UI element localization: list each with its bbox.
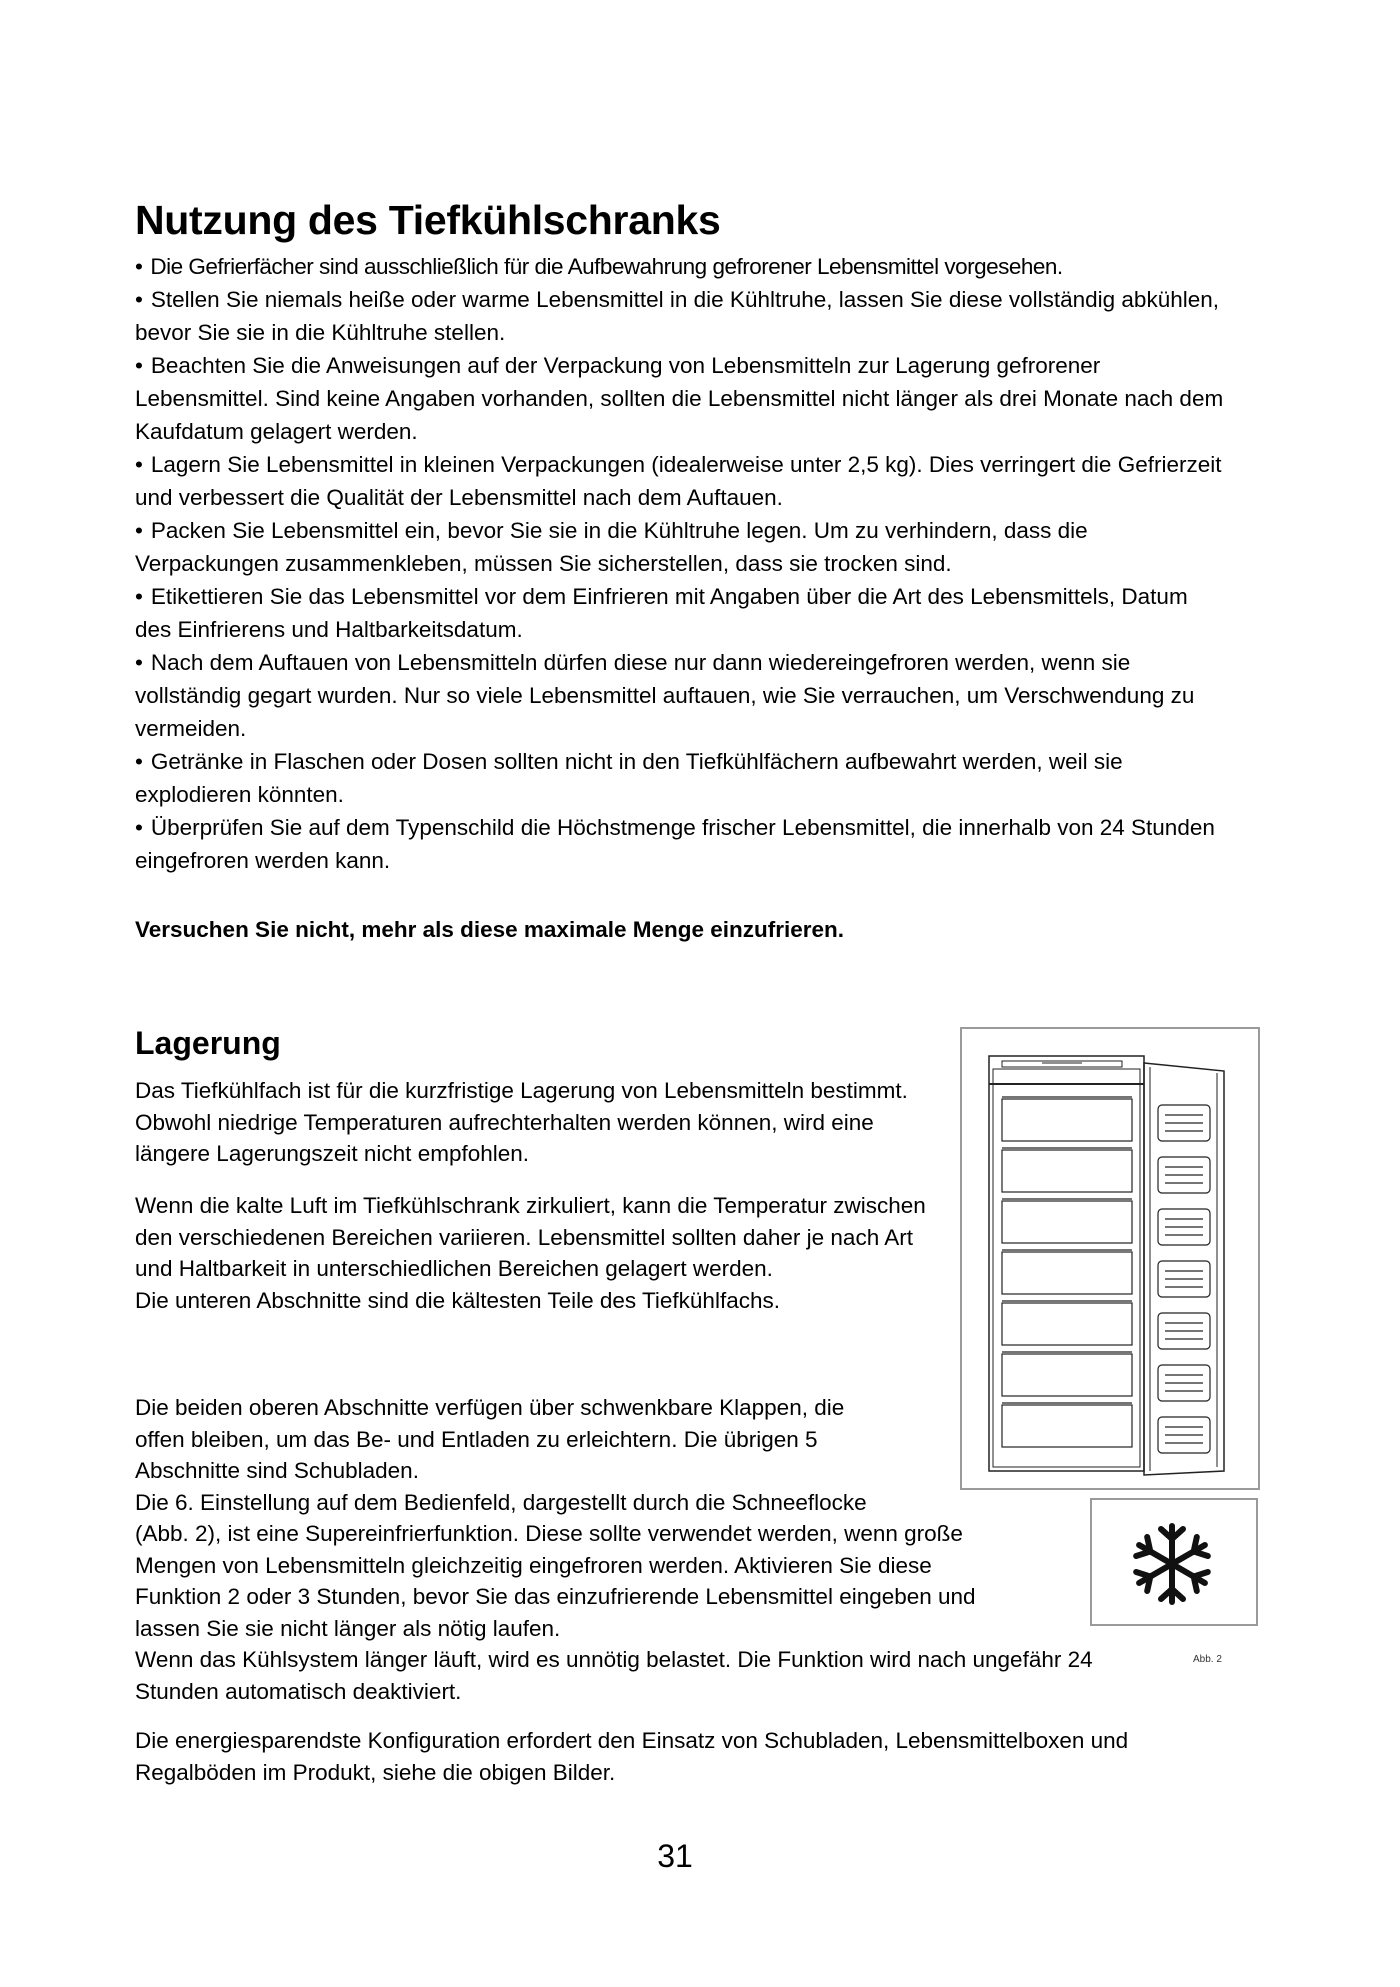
bullet-item: • Die Gefrierfächer sind ausschließlich für die Aufbewahrung gefrorener Lebensmittel vorgesehen. bbox=[135, 250, 1225, 283]
storage-paragraph-4: Die energiesparendste Konfiguration erfordert den Einsatz von Schubladen, Lebensmittelboxen und Regalböden im Produkt, siehe die obigen Bilder. bbox=[135, 1728, 1129, 1785]
bullet-item: • Überprüfen Sie auf dem Typenschild die Höchstmenge frischer Lebensmittel, die innerhalb von 24 Stunden eingefroren werden kann. bbox=[135, 811, 1225, 877]
freezer-drawing bbox=[962, 1029, 1262, 1492]
text-line: (Abb. 2), ist eine Supereinfrierfunktion. Diese sollte verwendet werden, wenn große bbox=[135, 1521, 963, 1546]
usage-bullet-list bbox=[135, 250, 1225, 877]
text-line: lassen Sie sie nicht länger als nötig laufen. bbox=[135, 1615, 561, 1641]
storage-paragraph-1: Das Tiefkühlfach ist für die kurzfristige Lagerung von Lebensmitteln bestimmt. Obwohl niedrige Temperaturen aufrechterhalten werden können, wird eine längere Lagerungszeit nicht empfohlen. bbox=[135, 1078, 908, 1166]
coldest-sections-text: Die unteren Abschnitte sind die kältesten Teile des Tiefkühlfachs. bbox=[135, 1287, 780, 1313]
text-line: Stunden automatisch deaktiviert. bbox=[135, 1678, 462, 1704]
text-line: offen bleiben, um das Be- und Entladen zu erleichtern. Die übrigen 5 bbox=[135, 1426, 818, 1452]
freezer-compartments bbox=[1002, 1097, 1132, 1447]
bullet-item: • Getränke in Flaschen oder Dosen sollten nicht in den Tiefkühlfächern aufbewahrt werden, weil sie explodieren könnten. bbox=[135, 745, 1225, 811]
door-bins bbox=[1158, 1105, 1210, 1453]
text-line: Wenn das Kühlsystem länger läuft, wird es unnötig belastet. Die Funktion wird nach ungefähr 24 bbox=[135, 1647, 1093, 1672]
temperature-zones-text: Wenn die kalte Luft im Tiefkühlschrank zirkuliert, kann die Temperatur zwischen den verschiedenen Bereichen variieren. Lebensmittel sollten daher je nach Art und Haltbarkeit in unterschiedlichen Bereichen gelagert werden. bbox=[135, 1193, 926, 1281]
max-amount-warning: Versuchen Sie nicht, mehr als diese maximale Menge einzufrieren. bbox=[135, 917, 845, 942]
bullet-item: • Packen Sie Lebensmittel ein, bevor Sie sie in die Kühltruhe legen. Um zu verhindern, dass die Verpackungen zusammenkleben, müssen Sie sicherstellen, dass sie trocken sind. bbox=[135, 514, 1225, 580]
text-line: Mengen von Lebensmitteln gleichzeitig eingefroren werden. Aktivieren Sie diese bbox=[135, 1552, 932, 1578]
freezer-cabinet bbox=[989, 1056, 1144, 1471]
bullet-item: • Stellen Sie niemals heiße oder warme Lebensmittel in die Kühltruhe, lassen Sie diese vollständig abkühlen, bevor Sie sie in die Kühltruhe stellen. bbox=[135, 283, 1225, 349]
section-heading-lagerung: Lagerung bbox=[135, 1025, 281, 1061]
bullet-item: • Lagern Sie Lebensmittel in kleinen Verpackungen (idealerweise unter 2,5 kg). Dies verringert die Gefrierzeit und verbessert die Qualität der Lebensmittel nach dem Auftauen. bbox=[135, 448, 1225, 514]
text-line: Die beiden oberen Abschnitte verfügen über schwenkbare Klappen, die bbox=[135, 1395, 845, 1420]
figure-2-caption: Abb. 2 bbox=[1193, 1654, 1222, 1665]
text-line: Die 6. Einstellung auf dem Bedienfeld, dargestellt durch die Schneeflocke bbox=[135, 1489, 867, 1515]
storage-paragraph-2 bbox=[135, 1190, 955, 1316]
snowflake-illustration-frame bbox=[1090, 1498, 1258, 1626]
bullet-item: • Nach dem Auftauen von Lebensmitteln dürfen diese nur dann wiedereingefroren werden, wenn sie vollständig gegart wurden. Nur so viele Lebensmittel auftauen, wie Sie verrauchen, um Verschwendung zu vermeiden. bbox=[135, 646, 1225, 745]
text-line: Abschnitte sind Schubladen. bbox=[135, 1458, 419, 1483]
snowflake-icon bbox=[1092, 1500, 1260, 1628]
freezer-illustration-frame bbox=[960, 1027, 1260, 1490]
page-number: 31 bbox=[657, 1838, 693, 1874]
freezer-door bbox=[1144, 1063, 1224, 1475]
bullet-item: • Etikettieren Sie das Lebensmittel vor dem Einfrieren mit Angaben über die Art des Lebensmittels, Datum des Einfrierens und Haltbarkeitsdatum. bbox=[135, 580, 1225, 646]
page-title: Nutzung des Tiefkühlschranks bbox=[135, 197, 721, 243]
bullet-item: • Beachten Sie die Anweisungen auf der Verpackung von Lebensmitteln zur Lagerung gefrorener Lebensmittel. Sind keine Angaben vorhanden, sollten die Lebensmittel nicht länger als drei Monate nach dem Kaufdatum gelagert werden. bbox=[135, 349, 1225, 448]
text-line: Funktion 2 oder 3 Stunden, bevor Sie das einzufrierende Lebensmittel eingeben und bbox=[135, 1584, 976, 1609]
